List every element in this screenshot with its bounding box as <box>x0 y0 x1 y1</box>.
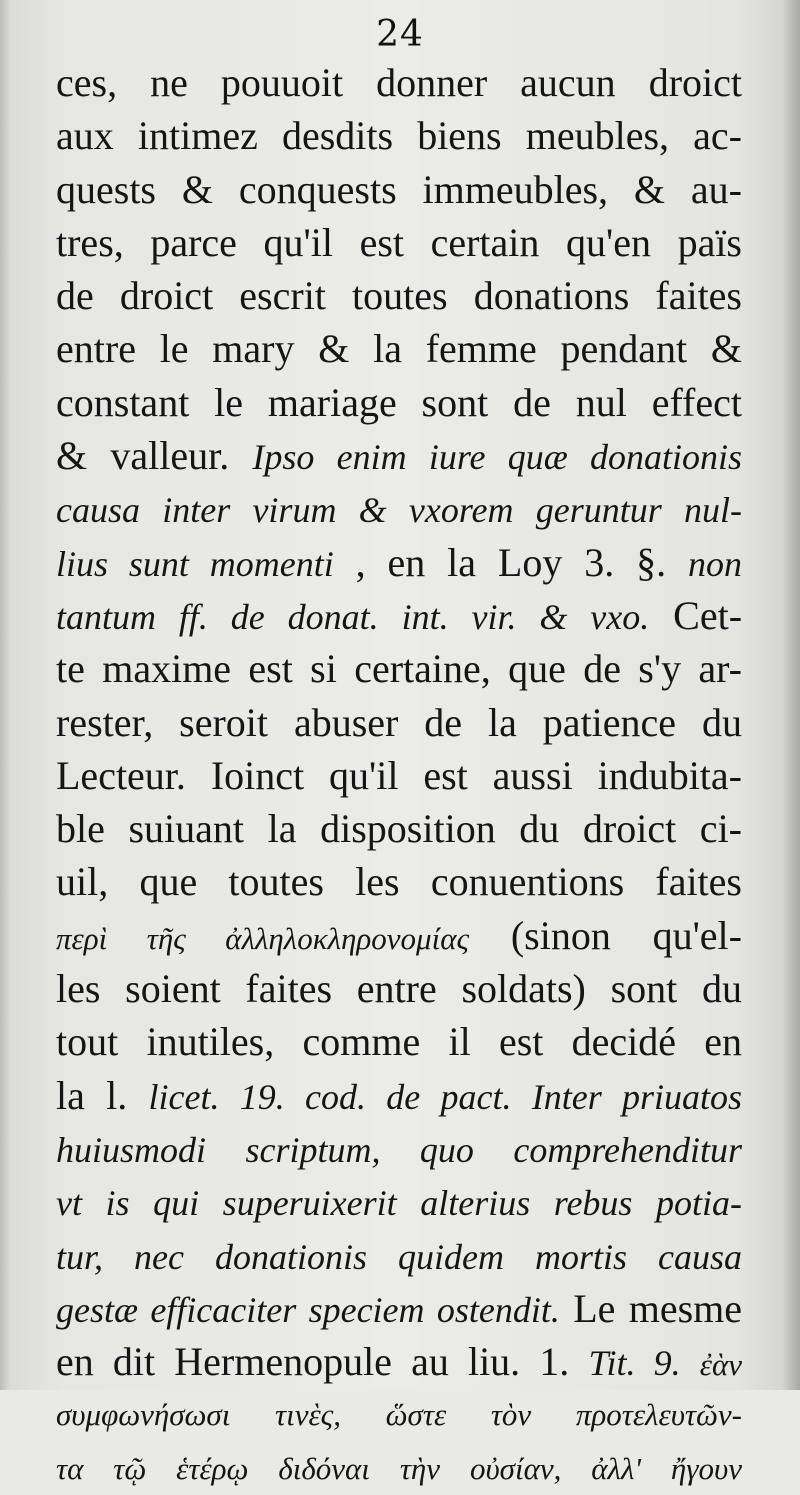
text-line: te maxime est si certaine, que de s'y ar- <box>56 646 742 692</box>
latin-citation: Ipso enim iure quæ donationis <box>252 437 742 478</box>
text-line: rester, seroit abuser de la patience du <box>56 699 742 745</box>
page-edge-shadow <box>782 0 800 1390</box>
latin-citation: lius sunt momenti <box>56 543 334 584</box>
latin-citation: vt is qui superuixerit alterius rebus potia- <box>56 1183 742 1224</box>
body-text <box>56 56 742 1495</box>
greek-line: τα τῷ ἑτέρῳ διδόναι τὴν οὐσίαν, ἀλλ' ἤγουν <box>56 1450 742 1486</box>
text-line <box>56 1282 742 1335</box>
text-line <box>56 1122 742 1175</box>
text-line <box>56 1229 742 1282</box>
text-line: tout inutiles, comme il est decidé en <box>56 1019 742 1065</box>
greek-line: συμφωνήσωσι τινὲς, ὥστε τὸν προτελευτῶν- <box>56 1397 742 1433</box>
text-line: quests & conquests immeubles, & au- <box>56 166 742 212</box>
text-line: ces, ne pouuoit donner aucun droict <box>56 60 742 105</box>
greek-text: περὶ τῆς ἀλληλοκληρονομίας <box>56 920 470 956</box>
roman-text: Cet- <box>673 592 743 638</box>
text-line <box>56 1175 742 1228</box>
roman-text: Le mesme <box>573 1285 743 1331</box>
latin-citation: Tit. 9. <box>588 1343 681 1384</box>
text-line <box>56 909 742 962</box>
latin-citation: licet. 19. cod. de pact. Inter priuatos <box>148 1076 742 1117</box>
text-line: de droict escrit toutes donations faites <box>56 273 742 319</box>
text-line: Lecteur. Ioinct qu'il est aussi indubita- <box>56 752 742 798</box>
roman-text: (sinon qu'el- <box>510 912 742 958</box>
text-line: uil, que toutes les conuentions faites <box>56 859 742 905</box>
text-line <box>56 1335 742 1388</box>
text-line <box>56 1069 742 1122</box>
page-gutter-shadow <box>0 0 10 1390</box>
text-line: ble suiuant la disposition du droict ci- <box>56 806 742 852</box>
roman-text: en dit Hermenopule au liu. 1. <box>56 1339 570 1385</box>
text-line <box>56 429 742 482</box>
greek-text: ἐὰν <box>699 1347 743 1383</box>
text-line: les soient faites entre soldats) sont du <box>56 966 742 1012</box>
text-line <box>56 536 742 589</box>
text-line: entre le mary & la femme pendant & <box>56 326 742 372</box>
latin-citation: gestæ efficaciter speciem ostendit. <box>56 1289 560 1330</box>
page-number: 24 <box>376 14 424 55</box>
text-line: aux intimez desdits biens meubles, ac- <box>56 113 742 159</box>
latin-citation: tantum ff. de donat. int. vir. & vxo. <box>56 596 650 637</box>
roman-text: , en la Loy 3. §. <box>355 539 667 585</box>
roman-text: & valleur. <box>56 433 230 479</box>
latin-citation: huiusmodi scriptum, quo comprehenditur <box>56 1129 742 1170</box>
text-line <box>56 482 742 535</box>
text-line: tres, parce qu'il est certain qu'en païs <box>56 219 742 265</box>
text-line: constant le mariage sont de nul effect <box>56 379 742 425</box>
latin-citation: causa inter virum & vxorem geruntur nul- <box>56 490 742 531</box>
latin-citation: non <box>688 543 743 584</box>
latin-citation: tur, nec donationis quidem mortis causa <box>56 1236 742 1277</box>
text-line <box>56 589 742 642</box>
roman-text: la l. <box>56 1072 128 1118</box>
